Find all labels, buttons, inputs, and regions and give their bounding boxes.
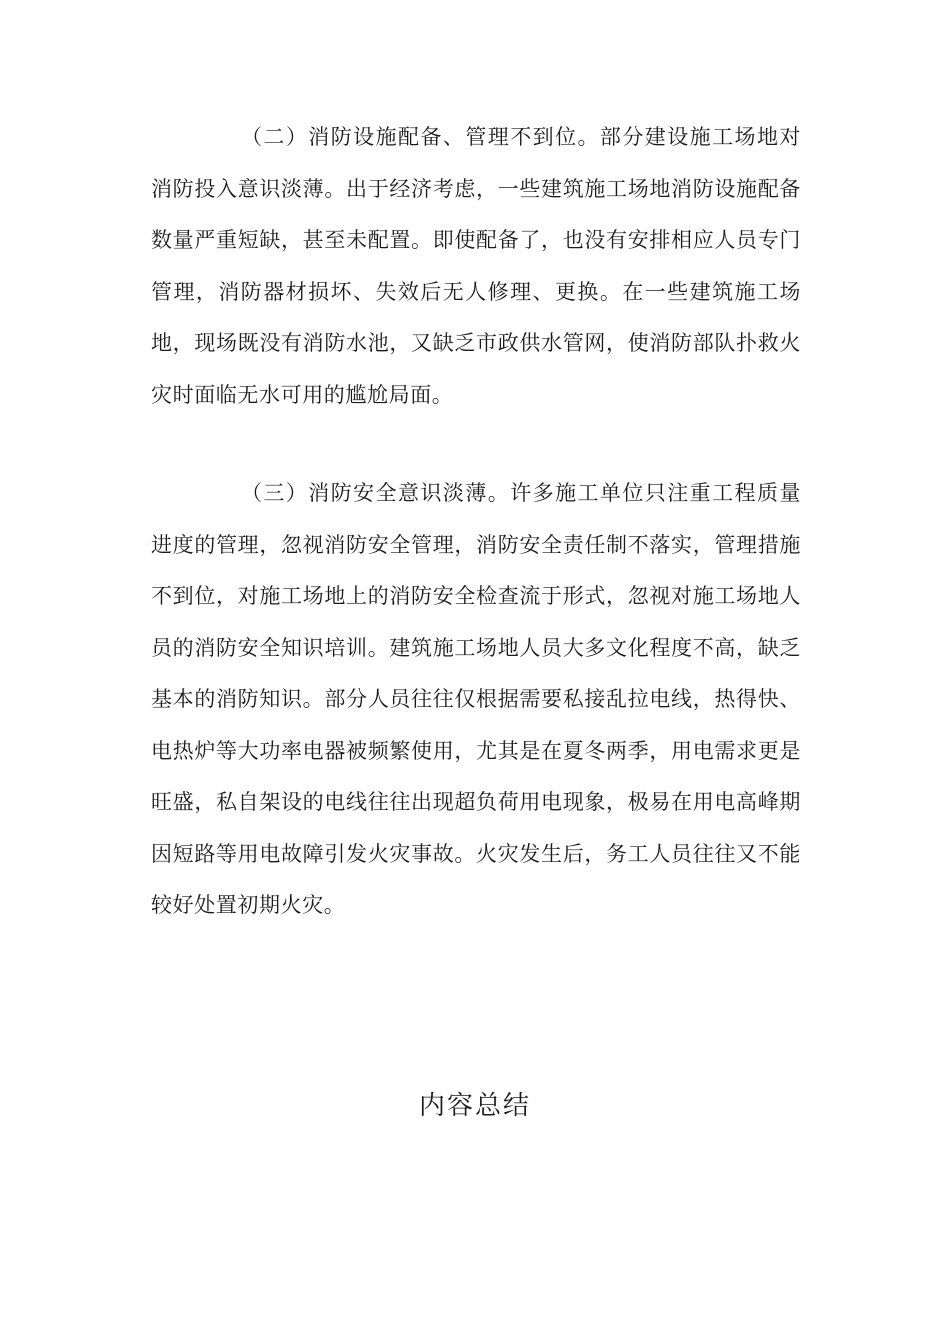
summary-heading: 内容总结	[418, 1091, 531, 1121]
paragraph-safety-awareness: （三）消防安全意识淡薄。许多施工单位只注重工程质量进度的管理，忽视消防安全管理，消防安全责任制不落实，管理措施不到位，对施工场地上的消防安全检查流于形式，忽视对施工场地人员的消防安全知识培训。建筑施工场地人员大多文化程度不高，缺乏基本的消防知识。部分人员往往仅根据需要私接乱拉电线，热得快、电热炉等大功率电器被频繁使用，尤其是在夏冬两季，用电需求更是旺盛，私自架设的电线往往出现超负荷用电现象，极易在用电高峰期因短路等用电故障引发火灾事故。火灾发生后，务工人员往往又不能较好处置初期火灾。	[151, 481, 801, 917]
paragraph-fire-facilities: （二）消防设施配备、管理不到位。部分建设施工场地对消防投入意识淡薄。出于经济考虑，一些建筑施工场地消防设施配备数量严重短缺，甚至未配置。即使配备了，也没有安排相应人员专门管理，消防器材损坏、失效后无人修理、更换。在一些建筑施工场地，现场既没有消防水池，又缺乏市政供水管网，使消防部队扑救火灾时面临无水可用的尴尬局面。	[151, 125, 801, 407]
